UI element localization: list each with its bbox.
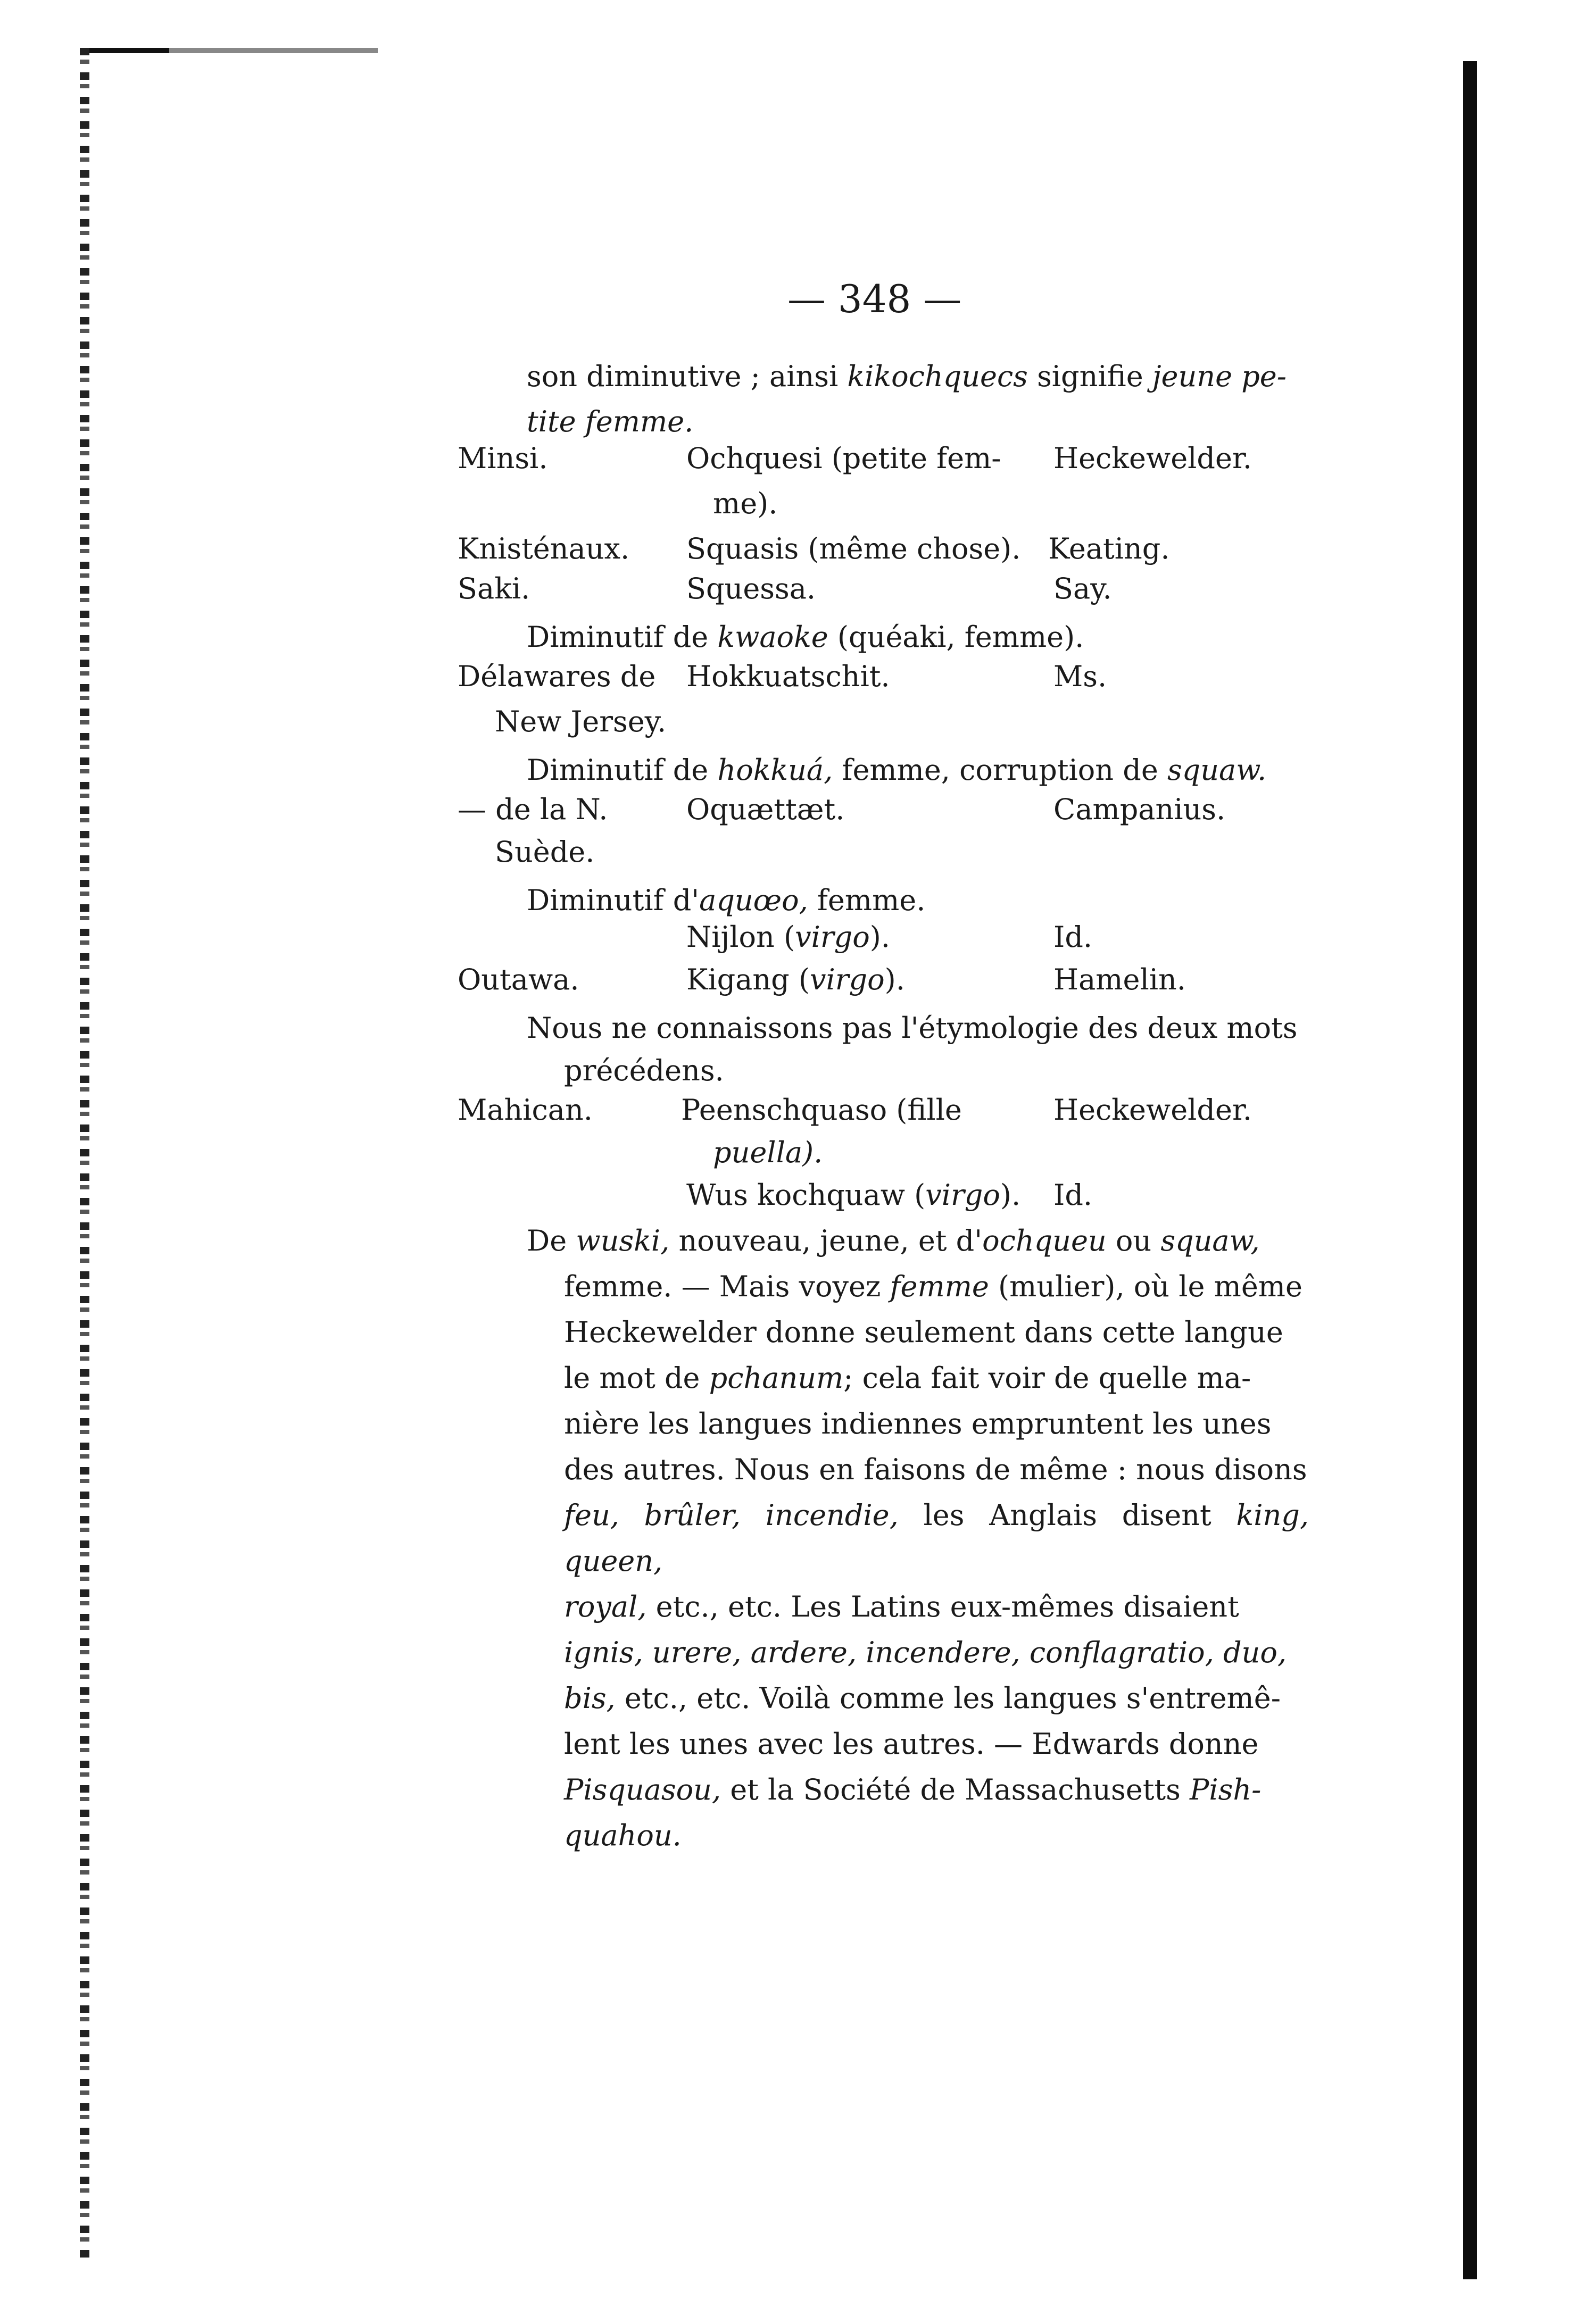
text-italic: quahou. bbox=[564, 1819, 682, 1852]
source: Hamelin. bbox=[1053, 963, 1186, 996]
note-text: Diminutif d' bbox=[527, 884, 700, 917]
word-text: ). bbox=[884, 963, 905, 996]
para-line bbox=[527, 1355, 1309, 1401]
text: et la Société de Massachusetts bbox=[721, 1773, 1190, 1806]
language-name: Outawa. bbox=[458, 963, 579, 996]
word: Oquættæt. bbox=[686, 793, 845, 826]
word: Squessa. bbox=[686, 572, 816, 605]
scan-edge-left bbox=[80, 48, 89, 2261]
source: Heckewelder. bbox=[1053, 1093, 1252, 1127]
word-text: Kigang ( bbox=[686, 963, 810, 996]
intro-word: kikochquecs bbox=[847, 360, 1028, 393]
language-name: Délawares de bbox=[458, 660, 656, 693]
text-italic: ochqueu bbox=[982, 1224, 1107, 1257]
word: Hokkuatschit. bbox=[686, 660, 890, 693]
word: me). bbox=[713, 487, 778, 520]
text-italic: bis, bbox=[564, 1681, 616, 1715]
note-word: aquœo, bbox=[699, 884, 808, 917]
text-italic: wuski, bbox=[576, 1224, 670, 1257]
word bbox=[686, 963, 905, 996]
text: nouveau, jeune, et d' bbox=[669, 1224, 983, 1257]
para-line bbox=[527, 1584, 1309, 1630]
page-number: — 348 — bbox=[787, 277, 962, 321]
language-name: Mahican. bbox=[458, 1093, 593, 1127]
note-word: squaw. bbox=[1167, 753, 1267, 787]
text: le mot de bbox=[564, 1361, 709, 1395]
word: Peenschquaso (fille bbox=[681, 1093, 962, 1127]
commentary-paragraph bbox=[527, 1218, 1309, 1859]
word-gloss: virgo bbox=[925, 1178, 1000, 1212]
para-line bbox=[527, 1493, 1309, 1584]
text-italic: feu, brûler, incendie, bbox=[564, 1498, 899, 1532]
language-name: New Jersey. bbox=[495, 705, 667, 738]
text: (mulier), où le même bbox=[989, 1270, 1302, 1303]
text-italic: ignis, urere, ardere, incendere, conflagratio, duo, bbox=[564, 1636, 1287, 1669]
intro-line-2 bbox=[527, 399, 1314, 445]
note-text: (quéaki, femme). bbox=[828, 620, 1084, 654]
para-line bbox=[527, 1813, 1309, 1859]
note-text: femme. bbox=[808, 884, 926, 917]
word bbox=[686, 920, 890, 954]
intro-line-1 bbox=[527, 354, 1314, 399]
text-italic: royal, bbox=[564, 1590, 647, 1623]
text: les Anglais disent bbox=[898, 1498, 1237, 1532]
etymology-note: Nous ne connaissons pas l'étymologie des deux mots bbox=[527, 1011, 1298, 1045]
diminutive-note bbox=[527, 614, 1314, 660]
word bbox=[686, 1178, 1020, 1212]
para-line: Heckewelder donne seulement dans cette langue bbox=[564, 1315, 1283, 1349]
text: ou bbox=[1106, 1224, 1161, 1257]
word-gloss: virgo bbox=[809, 963, 885, 996]
text-italic: king, queen, bbox=[564, 1498, 1309, 1578]
language-name: — de la N. bbox=[458, 793, 608, 826]
para-line bbox=[527, 1630, 1309, 1676]
word-text: ). bbox=[1000, 1178, 1021, 1212]
text: etc., etc. Voilà comme les langues s'entremê- bbox=[615, 1681, 1281, 1715]
diminutive-note bbox=[527, 747, 1314, 793]
text-italic: pchanum bbox=[709, 1361, 844, 1395]
intro-text: son diminutive ; ainsi bbox=[527, 360, 848, 393]
source: Heckewelder. bbox=[1053, 442, 1252, 475]
word-gloss: virgo bbox=[795, 920, 870, 954]
scan-edge-right bbox=[1463, 61, 1477, 2279]
language-name: Minsi. bbox=[458, 442, 548, 475]
language-name: Suède. bbox=[495, 835, 595, 869]
word-text: Nijlon ( bbox=[686, 920, 795, 954]
para-line bbox=[527, 1264, 1309, 1310]
text-italic: femme bbox=[890, 1270, 989, 1303]
source: Keating. bbox=[1048, 532, 1170, 565]
note-text: Diminutif de bbox=[527, 620, 718, 654]
text-italic: Pish- bbox=[1190, 1773, 1262, 1806]
scan-edge-top bbox=[80, 48, 378, 53]
intro-gloss-end: tite femme. bbox=[527, 405, 694, 438]
word-text: ). bbox=[869, 920, 890, 954]
word: Squasis (même chose). bbox=[686, 532, 1021, 565]
text: femme. — Mais voyez bbox=[564, 1270, 890, 1303]
note-text: Diminutif de bbox=[527, 753, 718, 787]
source: Id. bbox=[1053, 920, 1093, 954]
note-word: hokkuá, bbox=[717, 753, 833, 787]
word-text: Wus kochquaw ( bbox=[686, 1178, 926, 1212]
para-line: nière les langues indiennes empruntent les unes bbox=[564, 1407, 1272, 1440]
para-line: des autres. Nous en faisons de même : nous disons bbox=[564, 1453, 1307, 1486]
para-line bbox=[527, 1218, 1309, 1264]
text: ; cela fait voir de quelle ma- bbox=[843, 1361, 1251, 1395]
word: Ochquesi (petite fem- bbox=[686, 442, 1001, 475]
diminutive-note bbox=[527, 878, 1314, 923]
source: Ms. bbox=[1053, 660, 1107, 693]
word-gloss: puella). bbox=[713, 1136, 823, 1169]
intro-gloss: jeune pe- bbox=[1152, 360, 1287, 393]
para-line: lent les unes avec les autres. — Edwards donne bbox=[564, 1727, 1259, 1761]
note-word: kwaoke bbox=[717, 620, 828, 654]
source: Say. bbox=[1053, 572, 1112, 605]
language-name: Knisténaux. bbox=[458, 532, 630, 565]
source: Campanius. bbox=[1053, 793, 1226, 826]
text: etc., etc. Les Latins eux-mêmes disaient bbox=[646, 1590, 1239, 1623]
text: De bbox=[527, 1224, 576, 1257]
text-italic: Pisquasou, bbox=[564, 1773, 721, 1806]
para-line bbox=[527, 1676, 1309, 1721]
intro-text-2: signifie bbox=[1027, 360, 1152, 393]
etymology-note-cont: précédens. bbox=[564, 1054, 724, 1087]
language-name: Saki. bbox=[458, 572, 530, 605]
note-text: femme, corruption de bbox=[833, 753, 1167, 787]
para-line bbox=[527, 1767, 1309, 1813]
source: Id. bbox=[1053, 1178, 1093, 1212]
text-italic: squaw, bbox=[1160, 1224, 1260, 1257]
